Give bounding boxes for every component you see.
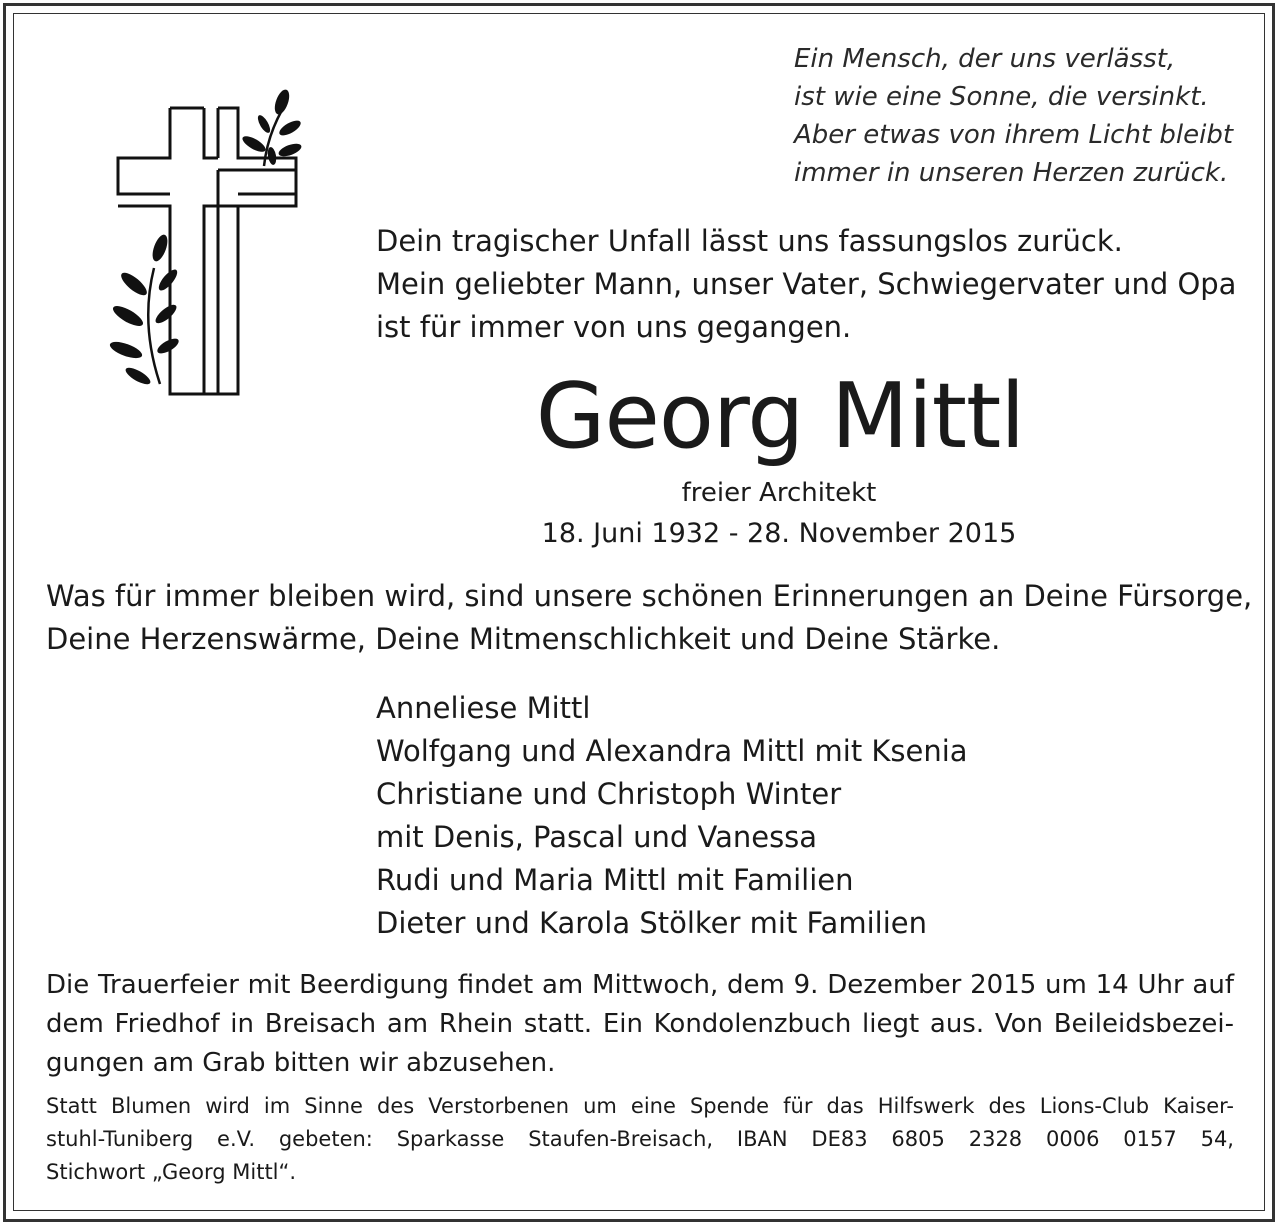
donation-line: stuhl-Tuniberg e.V. gebeten: Sparkasse Staufen-Breisach, IBAN DE83 6805 2328 0006 0157 54, bbox=[46, 1127, 1234, 1151]
service-line: dem Friedhof in Breisach am Rhein statt. Ein Kondolenzbuch liegt aus. Von Beileidsbezei- bbox=[46, 1009, 1234, 1039]
intro-line: Dein tragischer Unfall lässt uns fassungslos zurück. bbox=[376, 224, 1123, 258]
family-member: Anneliese Mittl bbox=[376, 691, 591, 725]
deceased-name: Georg Mittl bbox=[535, 364, 1025, 469]
intro-line: ist für immer von uns gegangen. bbox=[376, 310, 852, 344]
family-member: Rudi und Maria Mittl mit Familien bbox=[376, 863, 854, 897]
intro-line: Mein geliebter Mann, unser Vater, Schwiegervater und Opa bbox=[376, 267, 1237, 301]
memory-line: Deine Herzenswärme, Deine Mitmenschlichkeit und Deine Stärke. bbox=[46, 622, 1001, 656]
donation-info bbox=[46, 1090, 1234, 1189]
life-dates: 18. Juni 1932 - 28. November 2015 bbox=[541, 518, 1017, 549]
deceased-profession: freier Architekt bbox=[681, 478, 877, 508]
family-member: Christiane und Christoph Winter bbox=[376, 777, 842, 811]
donation-line: Statt Blumen wird im Sinne des Verstorbenen um eine Spende für das Hilfswerk des Lions-Club Kaiser- bbox=[46, 1094, 1234, 1118]
service-info bbox=[46, 966, 1234, 1083]
intro-text bbox=[376, 220, 1236, 349]
family-list bbox=[376, 687, 968, 945]
family-member: Wolfgang und Alexandra Mittl mit Ksenia bbox=[376, 734, 968, 768]
poem-line: Ein Mensch, der uns verlässt, bbox=[794, 44, 1176, 74]
cross-with-olive-branches-icon bbox=[104, 88, 304, 398]
poem-line: ist wie eine Sonne, die versinkt. bbox=[794, 82, 1209, 112]
poem-line: Aber etwas von ihrem Licht bleibt bbox=[794, 120, 1234, 150]
family-member: mit Denis, Pascal und Vanessa bbox=[376, 820, 818, 854]
memory-line: Was für immer bleiben wird, sind unsere schönen Erinnerungen an Deine Fürsorge, bbox=[46, 579, 1253, 613]
service-line: Die Trauerfeier mit Beerdigung findet am Mittwoch, dem 9. Dezember 2015 um 14 Uhr auf bbox=[46, 970, 1234, 1000]
donation-line: Stichwort „Georg Mittl“. bbox=[46, 1160, 297, 1184]
service-line: gungen am Grab bitten wir abzusehen. bbox=[46, 1048, 556, 1078]
poem bbox=[794, 40, 1233, 192]
family-member: Dieter und Karola Stölker mit Familien bbox=[376, 906, 927, 940]
memory-text bbox=[46, 575, 1252, 661]
poem-line: immer in unseren Herzen zurück. bbox=[794, 158, 1229, 188]
